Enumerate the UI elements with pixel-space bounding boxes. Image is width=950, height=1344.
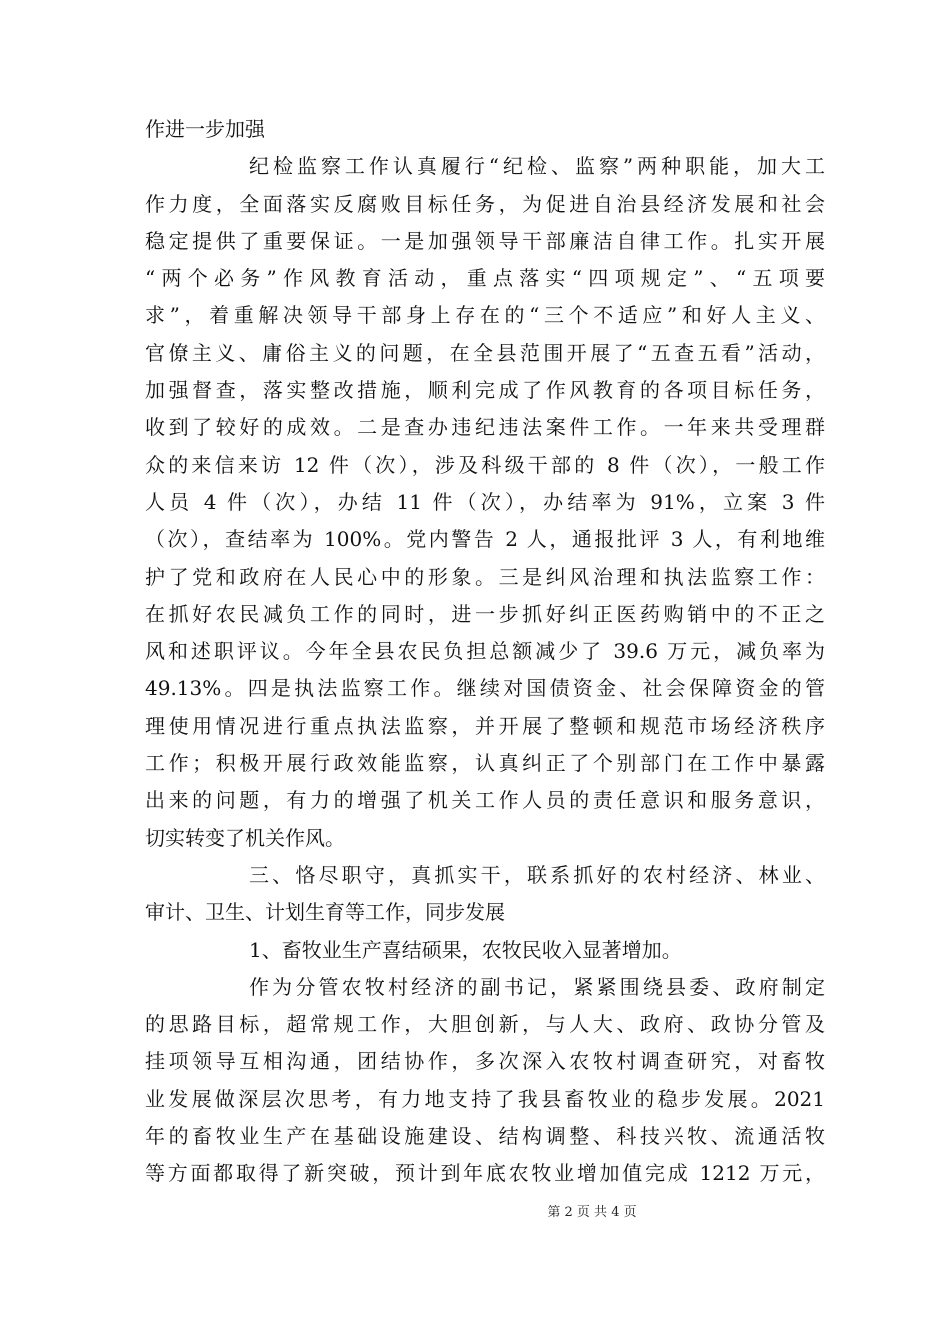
page-number-label: 第 2 页 共 4 页 <box>547 1205 637 1220</box>
text-line: 业发展做深层次思考，有力地支持了我县畜牧业的稳步发展。2021 <box>145 1086 825 1111</box>
section-heading-line: 三、恪尽职守，真抓实干，联系抓好的农村经济、林业、 <box>249 862 825 887</box>
document-body <box>145 111 825 1193</box>
section-heading-line: 审计、卫生、计划生育等工作，同步发展 <box>145 900 505 925</box>
text-line: 官僚主义、庸俗主义的问题，在全县范围开展了“五查五看”活动， <box>145 340 825 365</box>
text-line: 挂项领导互相沟通，团结协作，多次深入农牧村调查研究，对畜牧 <box>145 1049 825 1074</box>
text-line: 作进一步加强 <box>145 117 265 141</box>
text-line: 49.13%。四是执法监察工作。继续对国债资金、社会保障资金的管 <box>145 676 825 701</box>
text-line: 作力度，全面落实反腐败目标任务，为促进自治县经济发展和社会 <box>145 191 825 216</box>
text-line: 风和述职评议。今年全县农民负担总额减少了 39.6 万元，减负率为 <box>145 639 825 664</box>
text-line: 加强督查，落实整改措施，顺利完成了作风教育的各项目标任务， <box>145 378 825 403</box>
paragraph-start-line: 纪检监察工作认真履行“纪检、监察”两种职能，加大工 <box>249 154 825 179</box>
text-line: 等方面都取得了新突破，预计到年底农牧业增加值完成 1212 万元， <box>145 1161 825 1186</box>
text-line: “两个必务”作风教育活动，重点落实“四项规定”、“五项要 <box>145 266 825 291</box>
text-line: 出来的问题，有力的增强了机关工作人员的责任意识和服务意识， <box>145 788 825 813</box>
paragraph-end-line: 切实转变了机关作风。 <box>145 825 345 850</box>
text-line: 人员 4 件（次），办结 11 件（次），办结率为 91%，立案 3 件 <box>145 489 825 514</box>
text-line: 在抓好农民减负工作的同时，进一步抓好纠正医药购销中的不正之 <box>145 601 825 626</box>
text-line: 理使用情况进行重点执法监察，并开展了整顿和规范市场经济秩序 <box>145 713 825 738</box>
text-line: 年的畜牧业生产在基础设施建设、结构调整、科技兴牧、流通活牧 <box>145 1124 825 1149</box>
text-line: 工作；积极开展行政效能监察，认真纠正了个别部门在工作中暴露 <box>145 751 825 776</box>
text-line: 护了党和政府在人民心中的形象。三是纠风治理和执法监察工作： <box>145 564 825 589</box>
text-line: 求”，着重解决领导干部身上存在的“三个不适应”和好人主义、 <box>145 303 825 328</box>
text-line: （次），查结率为 100%。党内警告 2 人，通报批评 3 人，有利地维 <box>145 527 825 552</box>
text-line: 的思路目标，超常规工作，大胆创新，与人大、政府、政协分管及 <box>145 1012 825 1037</box>
subheading-line: 1、畜牧业生产喜结硕果，农牧民收入显著增加。 <box>249 937 682 962</box>
text-line: 稳定提供了重要保证。一是加强领导干部廉洁自律工作。扎实开展 <box>145 228 825 253</box>
paragraph-start-line: 作为分管农牧村经济的副书记，紧紧围绕县委、政府制定 <box>249 974 825 999</box>
text-line: 收到了较好的成效。二是查办违纪违法案件工作。一年来共受理群 <box>145 415 825 440</box>
page-footer <box>0 1204 950 1222</box>
text-line: 众的来信来访 12 件（次），涉及科级干部的 8 件（次），一般工作 <box>145 452 825 477</box>
